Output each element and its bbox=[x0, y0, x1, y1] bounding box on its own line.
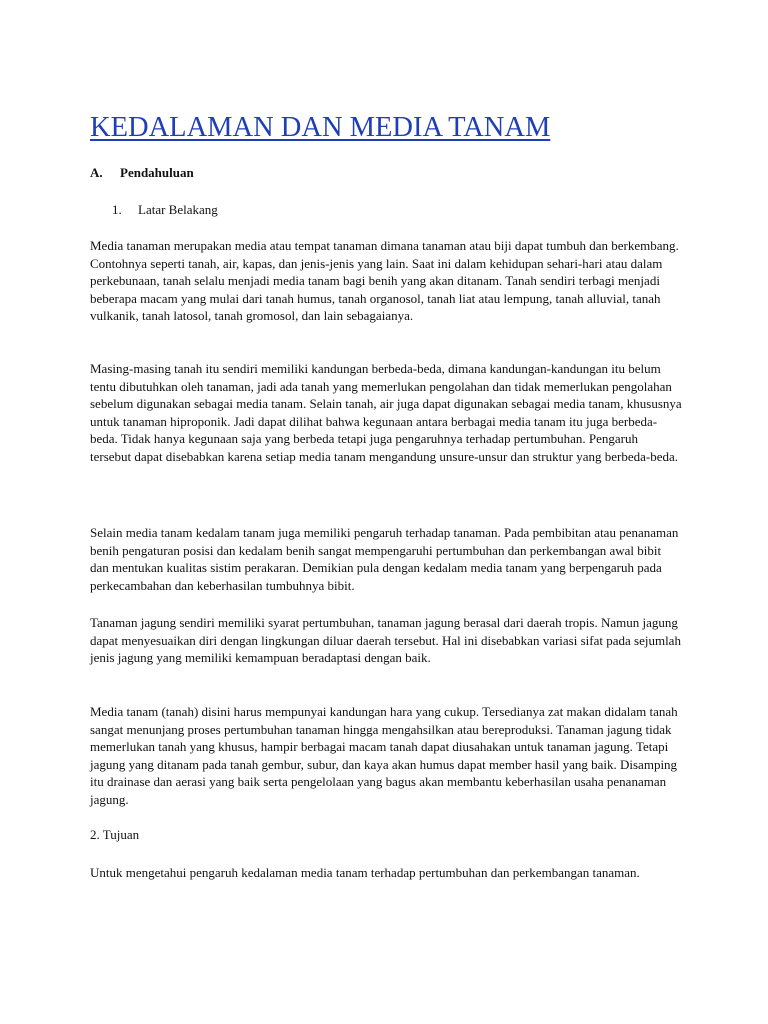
document-title: KEDALAMAN DAN MEDIA TANAM bbox=[90, 112, 551, 143]
subsection-heading-latar-belakang bbox=[112, 202, 218, 218]
paragraph-1: Media tanaman merupakan media atau tempat tanaman dimana tanaman atau biji dapat tumbuh dan berkembang. Contohnya seperti tanah, air, kapas, dan jenis-jenis yang lain. Saat ini dalam kehidupan sehari-hari atau dalam perkebunaan, tanah selalu menjadi media tanam bagi benih yang akan ditanam. Tanah sendiri terbagi menjadi beberapa macam yang mulai dari tanah humus, tanah organosol, tanah liat atau lempung, tanah alluvial, tanah vulkanik, tanah latosol, tanah gromosol, dan lain sebagaianya. bbox=[90, 238, 679, 324]
section-heading-pendahuluan bbox=[90, 165, 194, 181]
paragraph-3: Selain media tanam kedalam tanam juga memiliki pengaruh terhadap tanaman. Pada pembibitan atau penanaman benih pengaturan posisi dan kedalam benih sangat mempengaruhi pertumbuhan dan perkembangan awal bibit dan mentukan kualitas sistim perakaran. Demikian pula dengan kedalam media tanam yang berpengaruh pada perkecambahan dan keberhasilan tumbuhnya bibit. bbox=[90, 525, 679, 593]
paragraph-2: Masing-masing tanah itu sendiri memiliki kandungan berbeda-beda, dimana kandungan-kandungan itu belum tentu dibutuhkan oleh tanaman, jadi ada tanah yang memerlukan pengolahan dan tidak memerlukan pengolahan sebelum digunakan sebagai media tanam. Selain tanah, air juga dapat digunakan sebagai media tanam, khususnya untuk tanaman hiproponik. Jadi dapat dilihat bahwa kegunaan antara berbagai media tanam itu juga berbeda-beda. Tidak hanya kegunaan saja yang berbeda tetapi juga pengaruhnya terhadap pertumbuhan. Pengaruh tersebut dapat disebabkan karena setiap media tanam mengandung unsure-unsur dan struktur yang berbeda-beda. bbox=[90, 361, 682, 464]
subsection-number: 1. bbox=[112, 202, 122, 217]
subsection-heading-tujuan: 2. Tujuan bbox=[90, 827, 140, 842]
section-number: A. bbox=[90, 165, 103, 180]
subsection-label: Latar Belakang bbox=[138, 202, 218, 217]
paragraph-4: Tanaman jagung sendiri memiliki syarat pertumbuhan, tanaman jagung berasal dari daerah tropis. Namun jagung dapat menyesuaikan diri dengan lingkungan diluar daerah tersebut. Hal ini disebabkan variasi sifat pada sejumlah jenis jagung yang memiliki kemampuan beradaptasi dengan baik. bbox=[90, 615, 681, 666]
paragraph-5: Media tanam (tanah) disini harus mempunyai kandungan hara yang cukup. Tersedianya zat makan didalam tanah sangat menunjang proses pertumbuhan tanaman hingga mengahsilkan atau bereproduksi. Tanaman jagung tidak memerlukan tanah yang khusus, hampir berbagai macam tanah dapat diusahakan untuk tanaman jagung. Tetapi jagung yang ditanam pada tanah gembur, subur, dan kaya akan humus dapat member hasil yang baik. Disamping itu drainase dan aerasi yang baik serta pengelolaan yang bagus akan membantu keberhasilan usaha penanaman jagung. bbox=[90, 704, 678, 807]
paragraph-tujuan: Untuk mengetahui pengaruh kedalaman media tanam terhadap pertumbuhan dan perkembangan tanaman. bbox=[90, 865, 640, 880]
section-label: Pendahuluan bbox=[120, 165, 194, 180]
